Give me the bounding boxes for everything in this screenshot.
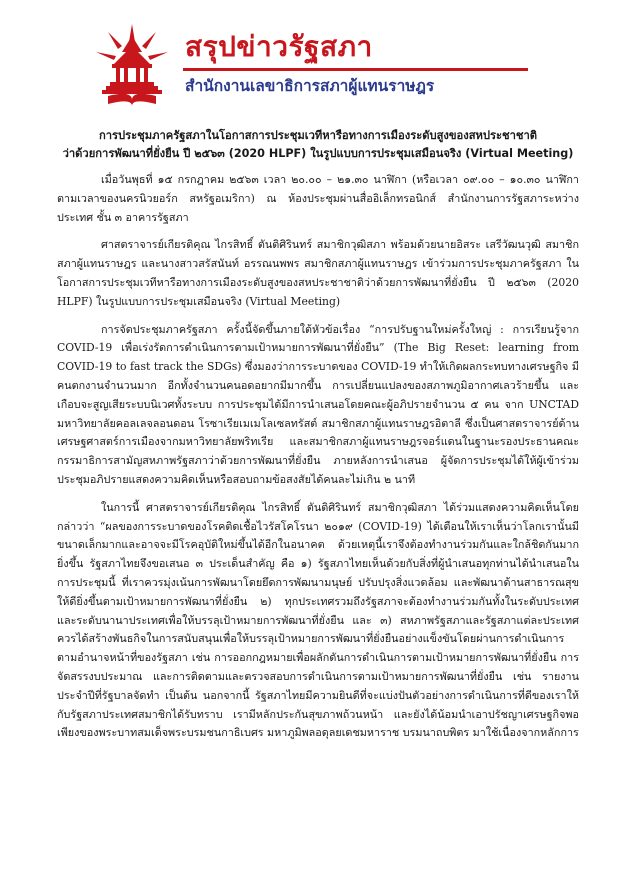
document-title	[57, 127, 579, 163]
parliament-emblem-icon	[94, 22, 170, 106]
brand-title: สรุปข่าวรัฐสภา	[185, 30, 373, 63]
document-body	[57, 127, 579, 752]
paragraph-topic: การจัดประชุมภาครัฐสภา ครั้งนี้จัดขึ้นภายใต้หัวข้อเรื่อง “การปรับฐานใหม่ครั้งใหญ่ : การเรียนรู้จาก COVID-19 เพื่อเร่งรัดการดำเนินการตามเป้าหมายการพัฒนาที่ยั่งยืน” (The Big Reset: learning from COVID-19 to fast track the SDGs) ซึ่งมองว่าการระบาดของ COVID-19 ทำให้เกิดผลกระทบทางเศรษฐกิจ มีคนตกงานจำนวนมาก อีกทั้งจำนวนคนอดอยากมีมากขึ้น การเปลี่ยนแปลงของสภาพภูมิอากาศเลวร้ายขึ้น และเกือบจะสูญเสียระบบนิเวศทั้งระบบ การประชุมได้มีการนำเสนอโดยคณะผู้อภิปรายจำนวน ๕ คน จาก UNCTAD มหาวิทยาลัยคอลเลจลอนดอน โรซาเรียเมเมโลเซลทรัสต์ สมาชิกสภาผู้แทนราษฎรอิตาลี ซึ่งเป็นศาสตราจารย์ด้านเศรษฐศาสตร์การเมืองจากมหาวิทยาลัยพริทเรีย และสมาชิกสภาผู้แทนราษฎรจอร์แดนในฐานะรองประธานคณะกรรมาธิการสามัญสหภาพรัฐสภาว่าด้วยการพัฒนาที่ยั่งยืน ภายหลังการนำเสนอ ผู้จัดการประชุมได้ให้ผู้เข้าร่วมประชุมอภิปรายแสดงความคิดเห็นหรือสอบถามข้อสงสัยได้คนละไม่เกิน ๒ นาที	[57, 322, 579, 486]
paragraph-statement: ในการนี้ ศาสตราจารย์เกียรติคุณ ไกรสิทธิ์ ตันติศิรินทร์ สมาชิกวุฒิสภา ได้ร่วมแสดงความคิดเห็นโดยกล่าวว่า “ผลของการระบาดของโรคติดเชื้อไวรัสโคโรนา ๒๐๑๙ (COVID-19) ได้เตือนให้เราเห็นว่าโลกเรานั้นมีขนาดเล็กมากและอาจจะมีโรคอุบัติใหม่ขึ้นได้อีกในอนาคต ด้วยเหตุนี้เราจึงต้องทำงานร่วมกันและใกล้ชิดกันมากยิ่งขึ้น รัฐสภาไทยจึงขอเสนอ ๓ ประเด็นสำคัญ คือ ๑) รัฐสภาไทยเห็นด้วยกับสิ่งที่ผู้นำเสนอทุกท่านได้นำเสนอในการประชุมนี้ ที่เราควรมุ่งเน้นการพัฒนาโดยยึดการพัฒนามนุษย์ ปรับปรุงสิ่งแวดล้อม และพัฒนาด้านสาธารณสุขให้ดียิ่งขึ้นตามเป้าหมายการพัฒนาที่ยั่งยืน ๒) ทุกประเทศรวมถึงรัฐสภาจะต้องทำงานร่วมกันทั้งในระดับประเทศและระดับนานาประเทศเพื่อให้บรรลุเป้าหมายการพัฒนาที่ยั่งยืน และ ๓) สหภาพรัฐสภาและรัฐสภาแต่ละประเทศควรได้สร้างพันธกิจในการสนับสนุนเพื่อให้บรรลุเป้าหมายการพัฒนาที่ยั่งยืนอย่างแข็งขันโดยผ่านการดำเนินการตามอำนาจหน้าที่ของรัฐสภา เช่น การออกกฎหมายเพื่อผลักดันการดำเนินการตามเป้าหมายการพัฒนาที่ยั่งยืน การจัดสรรงบประมาณ และการติดตามและตรวจสอบการดำเนินการตามเป้าหมายการพัฒนาที่ยั่งยืน เช่น รายงานประจำปีที่รัฐบาลจัดทำ เป็นต้น นอกจากนี้ รัฐสภาไทยมีความยินดีที่จะแบ่งปันตัวอย่างการดำเนินการที่ดีของเราให้กับรัฐสภาประเทศสมาชิกได้รับทราบ เรามีหลักประกันสุขภาพถ้วนหน้า และยังได้น้อมนำเอาปรัชญาเศรษฐกิจพอเพียงของพระบาทสมเด็จพระบรมชนกาธิเบศร มหาภูมิพลอดุลยเดชมหาราช บรมนาถบพิตร มาใช้เนื่องจากหลักการ	[57, 500, 579, 740]
page-header	[0, 0, 629, 118]
document-title-line-2: ว่าด้วยการพัฒนาที่ยั่งยืน ปี ๒๕๖๓ (2020 HLPF) ในรูปแบบการประชุมเสมือนจริง (Virtual Meeting)	[62, 147, 574, 160]
paragraph-attendees: ศาสตราจารย์เกียรติคุณ ไกรสิทธิ์ ตันติศิรินทร์ สมาชิกวุฒิสภา พร้อมด้วยนายอิสระ เสรีวัฒนวุฒิ สมาชิกสภาผู้แทนราษฎร และนางสาวสรัสนันท์ อรรณนพพร สมาชิกสภาผู้แทนราษฎร เข้าร่วมการประชุมภาครัฐสภา ในโอกาสการประชุมเวทีหารือทางการเมืองระดับสูงของสหประชาชาติว่าด้วยการพัฒนาที่ยั่งยืน ปี ๒๕๖๓ (2020 HLPF) ในรูปแบบการประชุมเสมือนจริง (Virtual Meeting)	[57, 238, 579, 308]
brand-subtitle: สำนักงานเลขาธิการสภาผู้แทนราษฎร	[185, 77, 435, 95]
brand-divider	[183, 68, 528, 71]
paragraph-meeting-time: เมื่อวันพุธที่ ๑๕ กรกฎาคม ๒๕๖๓ เวลา ๒๐.๐๐ – ๒๑.๓๐ นาฬิกา (หรือเวลา ๐๙.๐๐ – ๑๐.๓๐ นาฬิกา ตามเวลาของนครนิวยอร์ก สหรัฐอเมริกา) ณ ห้องประชุมผ่านสื่ออิเล็กทรอนิกส์ สำนักงานการรัฐสภาระหว่างประเทศ ชั้น ๓ อาคารรัฐสภา	[57, 173, 579, 224]
document-title-line-1: การประชุมภาครัฐสภาในโอกาสการประชุมเวทีหารือทางการเมืองระดับสูงของสหประชาชาติ	[98, 129, 538, 142]
